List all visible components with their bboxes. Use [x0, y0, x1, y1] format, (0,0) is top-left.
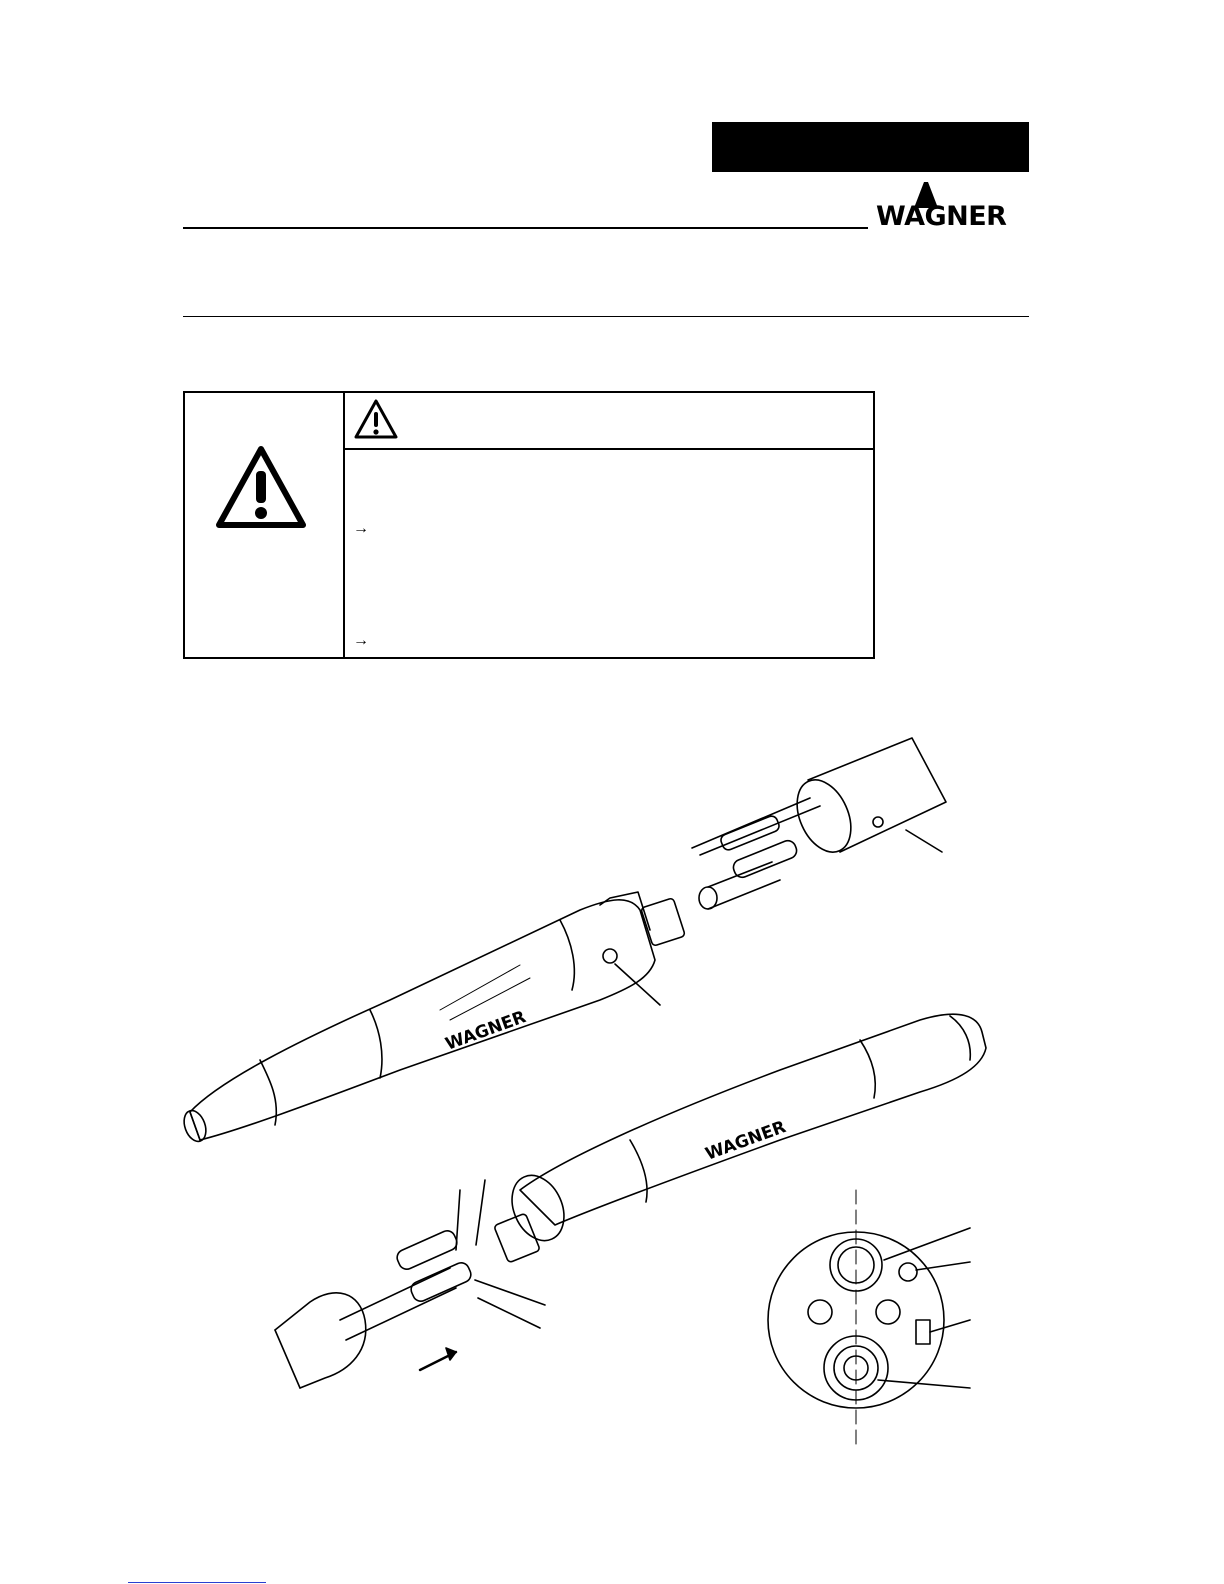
wagner-logo	[872, 178, 1032, 234]
warning-box-header-rule	[345, 448, 873, 450]
section-rule	[183, 316, 1029, 317]
right-gun-brand-label: WAGNER	[702, 1117, 789, 1165]
arrow-bullet: →	[353, 632, 369, 649]
hose-housing-lower	[275, 1180, 545, 1388]
footer-link-underline[interactable]	[128, 1582, 266, 1583]
warning-triangle-small-icon	[353, 398, 399, 440]
spray-gun-assembly-figure	[160, 720, 1040, 1480]
hose-housing-upper	[692, 738, 946, 909]
warning-box-divider	[343, 393, 345, 657]
arrow-bullet: →	[353, 520, 369, 537]
spray-gun-left	[180, 892, 685, 1144]
logo-text: WAGNER	[876, 201, 1007, 232]
warning-box	[183, 391, 875, 659]
header-rule	[183, 227, 868, 229]
left-gun-brand-label: WAGNER	[442, 1007, 529, 1055]
warning-triangle-icon	[215, 445, 307, 529]
header-title-bar	[712, 122, 1029, 172]
connector-end-view	[768, 1190, 970, 1450]
